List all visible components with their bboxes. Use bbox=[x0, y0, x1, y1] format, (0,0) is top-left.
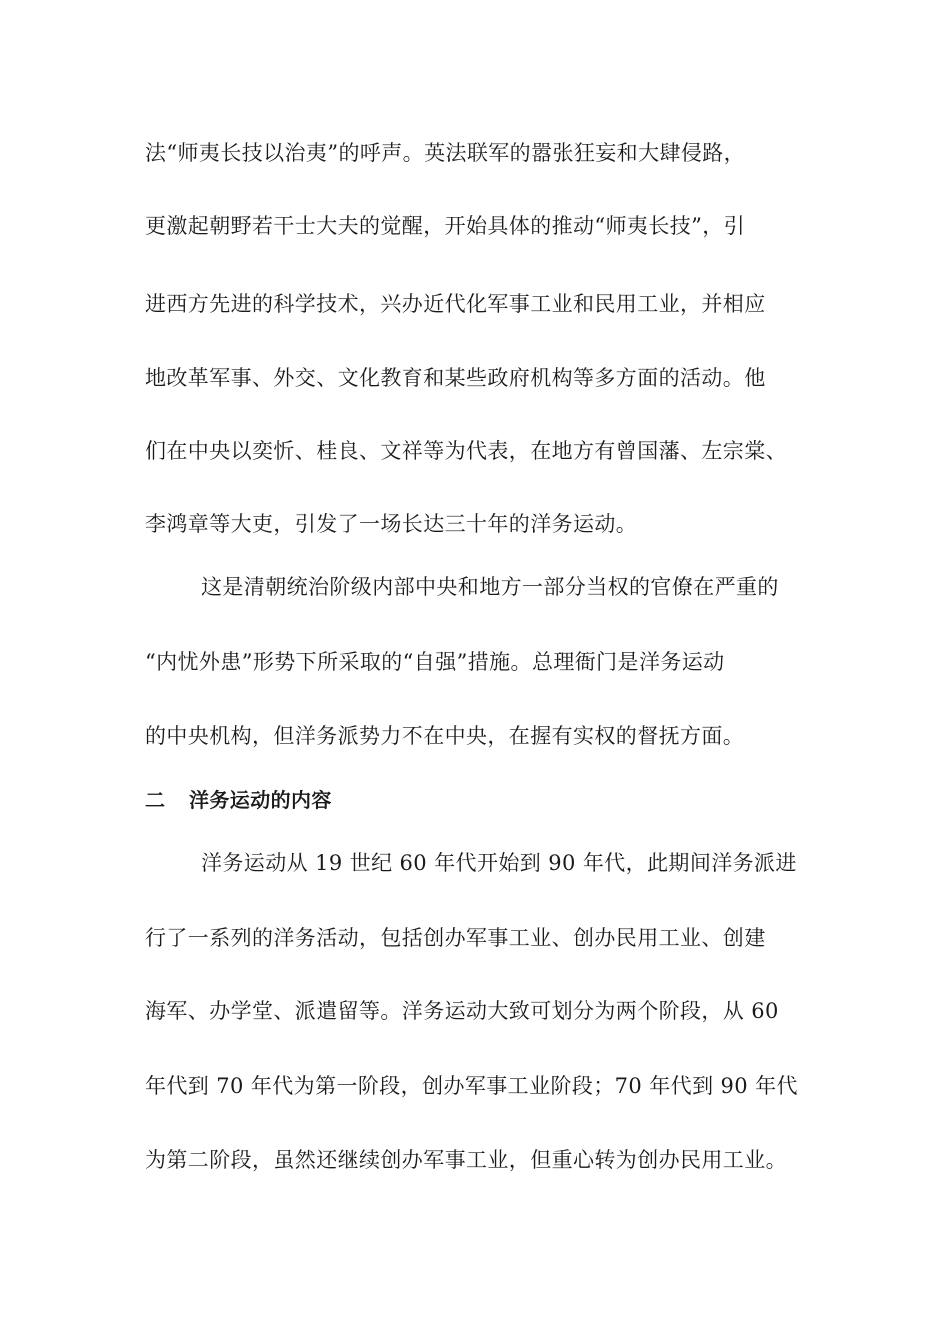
text-line: 的中央机构，但洋务派势力不在中央，在握有实权的督抚方面。 bbox=[145, 724, 745, 748]
text-line: 进西方先进的科学技术，兴办近代化军事工业和民用工业，并相应 bbox=[145, 292, 766, 316]
text-line: 法“师夷长技以治夷”的呼声。英法联军的嚣张狂妄和大肆侵路， bbox=[145, 141, 746, 165]
section-title: 洋务运动的内容 bbox=[189, 788, 332, 812]
text-line: 这是清朝统治阶级内部中央和地方一部分当权的官僚在严重的 bbox=[201, 575, 779, 599]
text-line: 行了一系列的洋务活动，包括创办军事工业、创办民用工业、创建 bbox=[145, 926, 766, 950]
text-line: 地改革军事、外交、文化教育和某些政府机构等多方面的活动。他 bbox=[145, 366, 766, 390]
section-heading bbox=[145, 786, 332, 814]
text-line: 海军、办学堂、派遣留等。洋务运动大致可划分为两个阶段，从 60 bbox=[145, 999, 779, 1023]
text-line: 李鸿章等大吏，引发了一场长达三十年的洋务运动。 bbox=[145, 512, 638, 536]
text-line: 年代到 70 年代为第一阶段，创办军事工业阶段；70 年代到 90 年代 bbox=[145, 1074, 798, 1098]
text-line: 洋务运动从 19 世纪 60 年代开始到 90 年代，此期间洋务派进 bbox=[201, 851, 797, 875]
text-line: 更激起朝野若干士大夫的觉醒，开始具体的推动“师夷长技”，引 bbox=[145, 214, 746, 238]
section-number: 二 bbox=[145, 788, 166, 812]
text-line: “内忧外患”形势下所采取的“自强”措施。总理衙门是洋务运动 bbox=[145, 650, 725, 674]
text-line: 为第二阶段，虽然还继续创办军事工业，但重心转为创办民用工业。 bbox=[145, 1148, 787, 1172]
text-line: 们在中央以奕忻、桂良、文祥等为代表，在地方有曾国藩、左宗棠、 bbox=[145, 439, 787, 463]
